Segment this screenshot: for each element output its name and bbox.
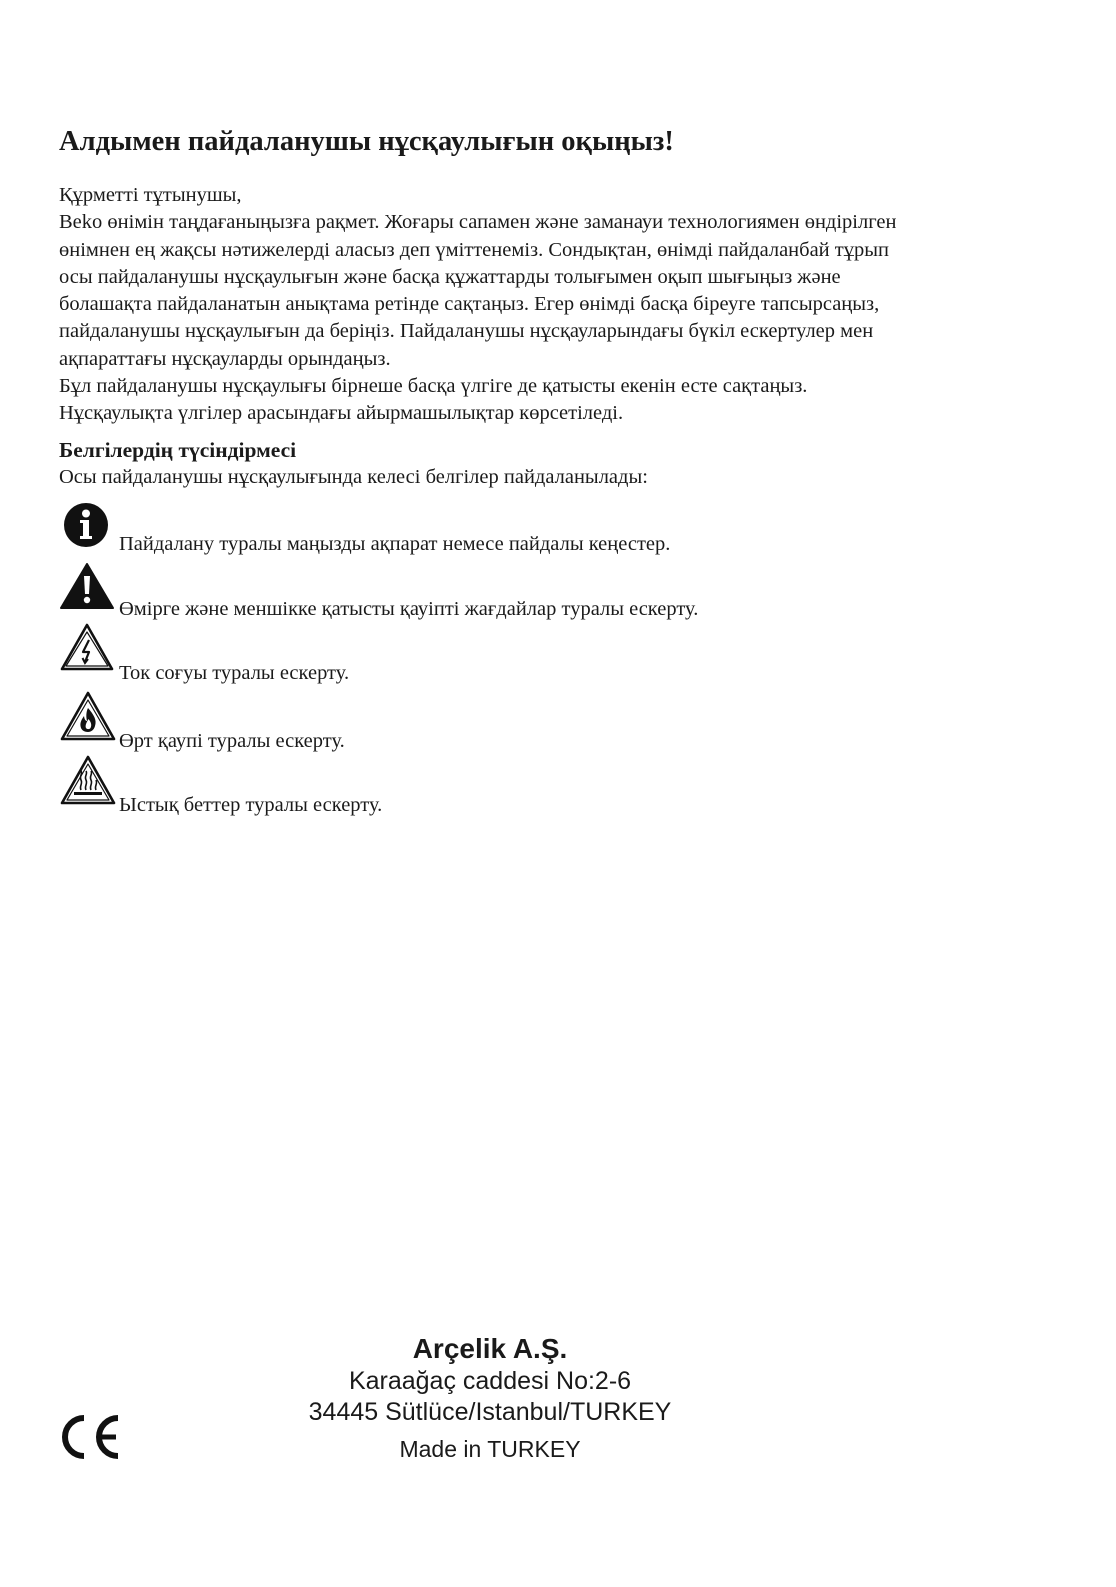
legend-item-electric	[59, 622, 1059, 682]
address-street: Karaağaç caddesi No:2-6	[348, 1367, 632, 1395]
intro-line: Нұсқаулықта үлгілер арасындағы айырмашылықтар көрсетіледі.	[59, 402, 624, 425]
intro-line: пайдаланушы нұсқаулығын да беріңіз. Пайдаланушы нұсқауларындағы бүкіл ескертулер мен	[59, 320, 874, 343]
company-name: Arçelik A.Ş.	[412, 1333, 568, 1364]
legend-item-text: Ток соғуы туралы ескерту.	[119, 662, 350, 684]
made-in-label: Made in TURKEY	[399, 1436, 581, 1462]
legend-item-text: Ыстық беттер туралы ескерту.	[119, 794, 383, 816]
warning-icon	[59, 562, 115, 610]
legend-heading: Белгілердің түсіндірмесі	[59, 438, 297, 462]
intro-line: осы пайдаланушы нұсқаулығын және басқа құжаттарды толығымен оқып шығыңыз және	[59, 265, 841, 288]
legend-item-text: Пайдалану туралы маңызды ақпарат немесе пайдалы кеңестер.	[119, 533, 671, 555]
legend-item-fire	[59, 690, 1059, 750]
address-city: 34445 Sütlüce/Istanbul/TURKEY	[308, 1398, 672, 1426]
intro-line: Beko өнімін таңдағаныңызға рақмет. Жоғары сапамен және заманауи технологиямен өндірілген	[59, 211, 897, 234]
legend-item-text: Өмірге және меншікке қатысты қауіпті жағдайлар туралы ескерту.	[119, 598, 699, 620]
info-icon	[59, 502, 113, 548]
intro-line: болашақта пайдаланатын анықтама ретінде сақтаңыз. Егер өнімді басқа біреуге тапсырсаңыз,	[59, 293, 880, 316]
intro-greeting: Құрметті тұтынушы,	[59, 184, 242, 206]
manufacturer-address	[290, 1332, 690, 1464]
intro-section	[59, 182, 1059, 428]
intro-line: ақпараттағы нұсқауларды орындаңыз.	[59, 347, 391, 370]
page-title: Алдымен пайдаланушы нұсқаулығын оқыңыз!	[59, 126, 674, 157]
legend-item-info	[59, 500, 1059, 560]
legend-item-hot-surface	[59, 754, 1059, 814]
legend-item-text: Өрт қаупі туралы ескерту.	[119, 730, 345, 752]
ce-mark-icon	[56, 1413, 126, 1461]
legend-item-warning	[59, 562, 1059, 622]
hot-surface-icon	[59, 754, 117, 806]
electric-shock-icon	[59, 622, 115, 672]
intro-line: Бұл пайдаланушы нұсқаулығы бірнеше басқа үлгіге де қатысты екенін есте сақтаңыз.	[59, 375, 808, 398]
fire-hazard-icon	[59, 690, 117, 742]
intro-line: өнімнен ең жақсы нәтижелерді аласыз деп үміттенеміз. Сондықтан, өнімді пайдаланбай тұрып	[59, 238, 889, 261]
legend-intro: Осы пайдаланушы нұсқаулығында келесі белгілер пайдаланылады:	[59, 466, 648, 488]
